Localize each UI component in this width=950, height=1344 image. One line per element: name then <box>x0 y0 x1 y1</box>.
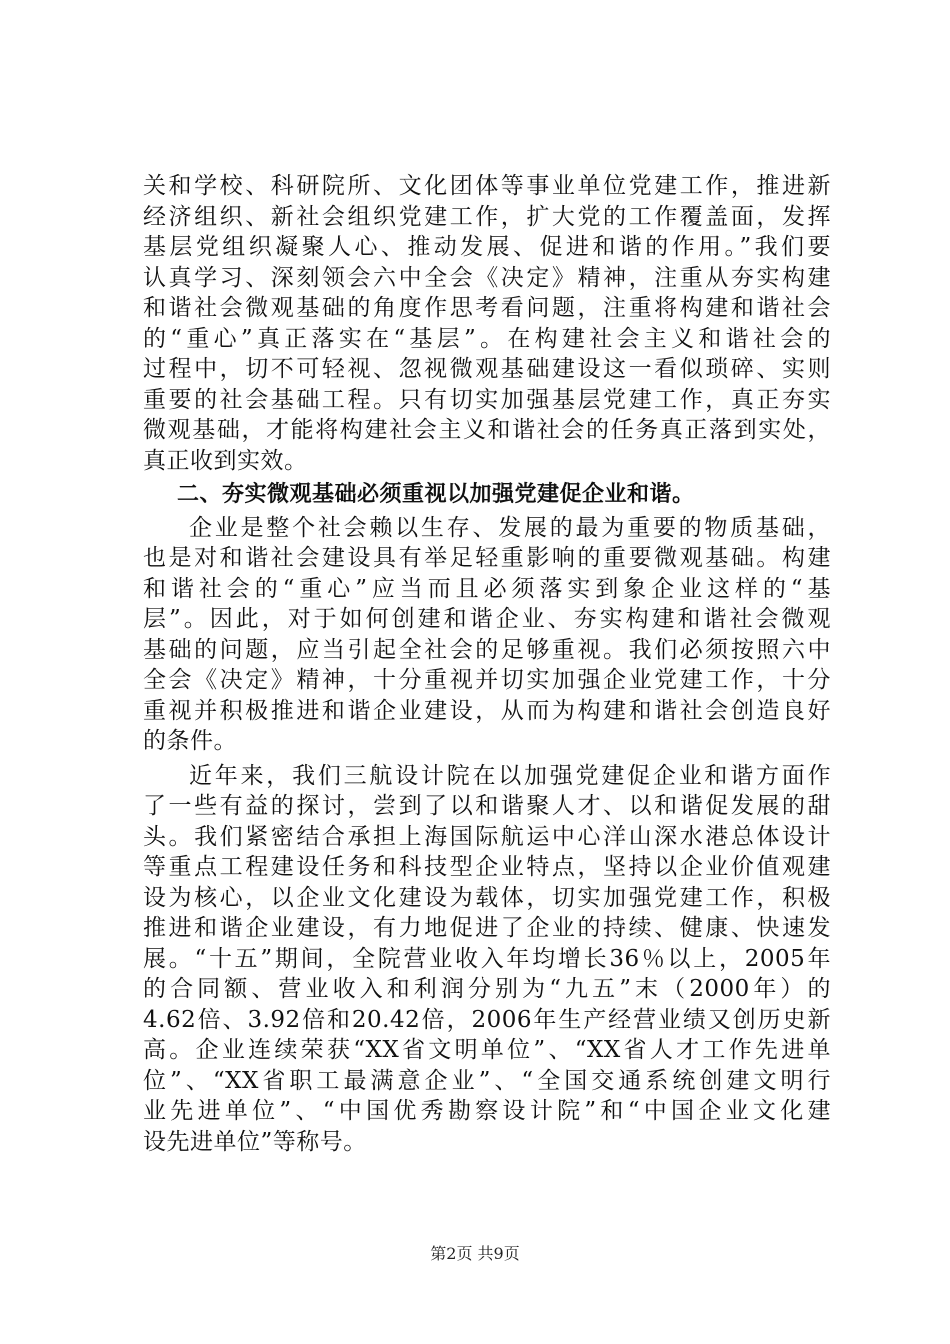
page-footer: 第2页 共9页 <box>430 1244 520 1263</box>
text-line: 过程中，切不可轻视、忽视微观基础建设这一看似琐碎、实则 <box>143 356 831 382</box>
text-line: 高。企业连续荣获“XX省文明单位”、“XX省人才工作先进单 <box>143 1037 831 1063</box>
text-line: 重要的社会基础工程。只有切实加强基层党建工作，真正夯实 <box>143 386 831 413</box>
text-line: 和谐社会微观基础的角度作思考看问题，注重将构建和谐社会 <box>143 295 831 321</box>
text-line: 头。我们紧密结合承担上海国际航运中心洋山深水港总体设计 <box>143 823 831 850</box>
document-body <box>143 171 831 1157</box>
text-line: 设先进单位”等称号。 <box>143 1128 367 1155</box>
text-line: 的“重心”真正落实在“基层”。在构建社会主义和谐社会的 <box>143 325 831 352</box>
text-line: 和谐社会的“重心”应当而且必须落实到象企业这样的“基 <box>143 575 831 602</box>
text-line: 展。“十五”期间，全院营业收入年均增长36％以上，2005年 <box>143 945 831 972</box>
text-line: 基层党组织凝聚人心、推动发展、促进和谐的作用。”我们要 <box>143 234 831 260</box>
text-line: 微观基础，才能将构建社会主义和谐社会的任务真正落到实处， <box>143 417 831 443</box>
text-line: 关和学校、科研院所、文化团体等事业单位党建工作，推进新 <box>143 173 831 199</box>
text-line: 经济组织、新社会组织党建工作，扩大党的工作覆盖面，发挥 <box>143 203 831 230</box>
text-line: 4.62倍、3.92倍和20.42倍，2006年生产经营业绩又创历史新 <box>143 1006 831 1033</box>
text-line: 了一些有益的探讨，尝到了以和谐聚人才、以和谐促发展的甜 <box>143 793 831 819</box>
section-heading: 二、夯实微观基础必须重视以加强党建促企业和谐。 <box>177 482 695 507</box>
text-line: 的条件。 <box>143 728 237 754</box>
text-line: 真正收到实效。 <box>143 447 308 474</box>
text-line: 业先进单位”、“中国优秀勘察设计院”和“中国企业文化建 <box>143 1098 831 1124</box>
text-line: 位”、“XX省职工最满意企业”、“全国交通系统创建文明行 <box>143 1067 831 1094</box>
text-line: 也是对和谐社会建设具有举足轻重影响的重要微观基础。构建 <box>143 545 831 571</box>
text-line: 层”。因此，对于如何创建和谐企业、夯实构建和谐社会微观 <box>143 606 831 632</box>
text-line: 推进和谐企业建设，有力地促进了企业的持续、健康、快速发 <box>143 915 831 941</box>
text-line: 全会《决定》精神，十分重视并切实加强企业党建工作，十分 <box>143 667 831 693</box>
text-line: 重视并积极推进和谐企业建设，从而为构建和谐社会创造良好 <box>143 697 831 724</box>
text-line: 企业是整个社会赖以生存、发展的最为重要的物质基础， <box>189 514 831 541</box>
text-line: 认真学习、深刻领会六中全会《决定》精神，注重从夯实构建 <box>143 264 831 291</box>
text-line: 的合同额、营业收入和利润分别为“九五”末（2000年）的 <box>143 976 831 1002</box>
text-line: 近年来，我们三航设计院在以加强党建促企业和谐方面作 <box>189 762 831 789</box>
text-line: 等重点工程建设任务和科技型企业特点，坚持以企业价值观建 <box>143 854 831 880</box>
text-line: 设为核心，以企业文化建设为载体，切实加强党建工作，积极 <box>143 884 831 911</box>
text-line: 基础的问题，应当引起全社会的足够重视。我们必须按照六中 <box>143 636 831 663</box>
